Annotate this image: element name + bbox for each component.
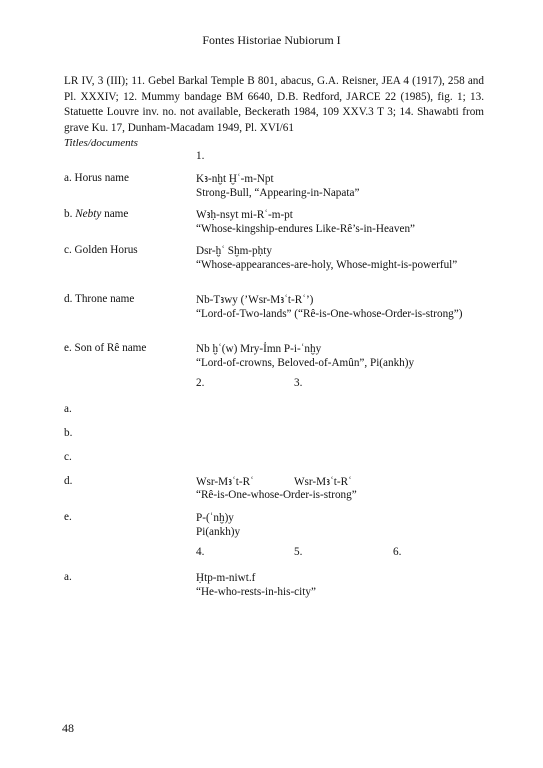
document-number-2: 2. xyxy=(196,377,205,389)
document-number-4: 4. xyxy=(196,546,205,558)
row-label-nebty xyxy=(64,208,128,220)
row-value-nebty xyxy=(196,208,476,236)
transliteration: Dsr-ḫʿ Sḫm-pḥty xyxy=(196,245,272,257)
row-value-throne xyxy=(196,293,476,321)
transliteration: Nb ḫʿ(w) Mry-Ỉmn P-i-ʿnḫy xyxy=(196,343,322,355)
row-label-e: e. xyxy=(64,511,72,523)
row-value-golden-horus xyxy=(196,244,476,272)
horus-name-doc4 xyxy=(196,571,476,599)
label-part: name xyxy=(101,208,129,220)
throne-name-doc3: Wsr-Mꜣʿt-Rʿ xyxy=(294,476,352,488)
row-label-throne: d. Throne name xyxy=(64,293,135,305)
row-value-son-of-re xyxy=(196,342,476,370)
document-number-3: 3. xyxy=(294,377,303,389)
row-label-c: c. xyxy=(64,451,72,463)
transliteration: Ḥtp-m-niwt.f xyxy=(196,572,256,584)
translation: “He-who-rests-in-his-city” xyxy=(196,586,316,598)
throne-name-translation: “Rê-is-One-whose-Order-is-strong” xyxy=(196,489,357,501)
son-of-re-doc2 xyxy=(196,511,476,539)
row-label-b: b. xyxy=(64,427,73,439)
translation: “Whose-kingship-endures Like-Rê’s-in-Heaven” xyxy=(196,223,416,235)
translation: “Lord-of-crowns, Beloved-of-Amûn”, Pi(ankh)y xyxy=(196,357,415,369)
row-label-golden-horus: c. Golden Horus xyxy=(64,244,138,256)
document-number-1: 1. xyxy=(196,150,205,162)
running-header: Fontes Historiae Nubiorum I xyxy=(202,33,341,47)
translation: Strong-Bull, “Appearing-in-Napata” xyxy=(196,187,360,199)
document-number-5: 5. xyxy=(294,546,303,558)
document-number-6: 6. xyxy=(393,546,402,558)
row-label-a: a. xyxy=(64,403,72,415)
transliteration: Nb-Tꜣwy (’Wsr-Mꜣʿt-Rʿ’) xyxy=(196,294,314,306)
translation: “Lord-of-Two-lands” (“Rê-is-One-whose-Order-is-strong”) xyxy=(196,308,463,320)
row-label-horus: a. Horus name xyxy=(64,172,129,184)
translation: “Whose-appearances-are-holy, Whose-might-is-powerful” xyxy=(196,259,458,271)
translation: Pi(ankh)y xyxy=(196,526,241,538)
references-paragraph: LR IV, 3 (III); 11. Gebel Barkal Temple B 801, abacus, G.A. Reisner, JEA 4 (1917), 258 and Pl. XXXIV; 12. Mummy bandage BM 6640, D.B. Redford, JARCE 22 (1985), fig. 1; 13. Statuette Louvre inv. no. not available, Beckerath 1984, 109 XXV.3 T 3; 14. Shawabti from grave Ku. 17, Dunham-Macadam 1949, Pl. XVI/61 xyxy=(64,75,484,134)
label-italic: Nebty xyxy=(75,208,102,220)
page-number: 48 xyxy=(62,721,74,735)
row-value-horus xyxy=(196,172,476,200)
transliteration: P-(ʿnḫ)y xyxy=(196,512,234,524)
section-title: Titles/documents xyxy=(64,137,138,149)
throne-name-doc2: Wsr-Mꜣʿt-Rʿ xyxy=(196,476,254,488)
transliteration: Wꜣḥ-nsyt mi-Rʿ-m-pt xyxy=(196,209,293,221)
label-part: b. xyxy=(64,208,76,220)
row-label-a-group3: a. xyxy=(64,571,72,583)
row-label-d: d. xyxy=(64,475,73,487)
transliteration: Kꜣ-nḫt Ḫʿ-m-Npt xyxy=(196,173,274,185)
row-label-son-of-re: e. Son of Rê name xyxy=(64,342,147,354)
